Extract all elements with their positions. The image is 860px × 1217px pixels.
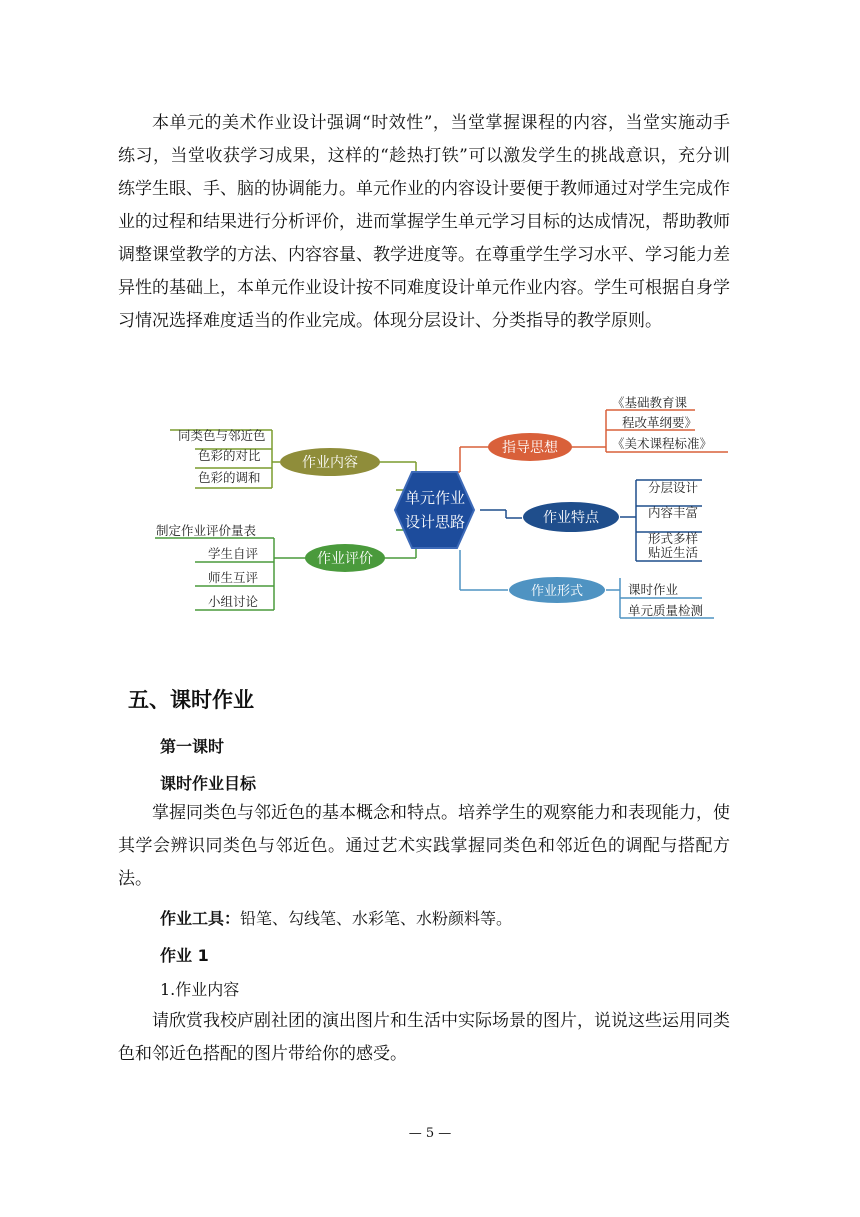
center-label-line2: 设计思路: [404, 513, 466, 531]
features-item-3: 形式多样: [648, 531, 699, 546]
goal-paragraph: 掌握同类色与邻近色的基本概念和特点。培养学生的观察能力和表现能力，使其学会辨识同类色与邻近色。通过艺术实践掌握同类色和邻近色的调配与搭配方法。: [118, 803, 730, 889]
center-hexagon: [395, 472, 474, 548]
branch-guidance-label: 指导思想: [502, 440, 558, 456]
tools-line: [160, 906, 512, 929]
features-item-2: 内容丰富: [648, 505, 699, 520]
tools-text: 铅笔、勾线笔、水彩笔、水粉颜料等。: [240, 909, 513, 928]
features-item-1: 分层设计: [648, 480, 699, 495]
guidance-item-2: 程改革纲要》: [622, 415, 698, 430]
lesson-title: 第一课时: [160, 737, 225, 756]
guidance-item-3: 《美术课程标准》: [612, 436, 713, 451]
homework-item-title: 1.作业内容: [160, 980, 240, 999]
evaluation-item-1: 制定作业评价量表: [156, 523, 257, 538]
branch-content-label: 作业内容: [302, 455, 358, 471]
content-item-3: 色彩的调和: [198, 470, 261, 485]
guidance-item-1: 《基础教育课: [612, 395, 688, 410]
goal-title: 课时作业目标: [160, 774, 257, 793]
tools-label: 作业工具：: [160, 909, 241, 928]
evaluation-item-3: 师生互评: [208, 570, 259, 585]
branch-features-label: 作业特点: [543, 510, 599, 526]
evaluation-item-4: 小组讨论: [208, 594, 259, 609]
forms-item-2: 单元质量检测: [628, 603, 704, 618]
unit-design-mindmap: [150, 390, 730, 630]
center-label-line1: 单元作业: [404, 489, 466, 507]
homework-paragraph: 请欣赏我校庐剧社团的演出图片和生活中实际场景的图片，说说这些运用同类色和邻近色搭配的图片带给你的感受。: [118, 1011, 730, 1064]
section-heading: 五、课时作业: [128, 688, 254, 712]
branch-evaluation-label: 作业评价: [317, 551, 373, 567]
features-item-4: 贴近生活: [648, 545, 699, 560]
homework-title: 作业 1: [160, 946, 209, 965]
branch-forms-label: 作业形式: [530, 584, 584, 599]
content-item-1: 同类色与邻近色: [178, 428, 266, 443]
content-item-2: 色彩的对比: [198, 448, 261, 463]
intro-paragraph: 本单元的美术作业设计强调“时效性”，当堂掌握课程的内容，当堂实施动手练习，当堂收获学习成果，这样的“趁热打铁”可以激发学生的挑战意识，充分训练学生眼、手、脑的协调能力。单元作业的内容设计要便于教师通过对学生完成作业的过程和结果进行分析评价，进而掌握学生单元学习目标的达成情况，帮助教师调整课堂教学的方法、内容容量、教学进度等。在尊重学生学习水平、学习能力差异性的基础上，本单元作业设计按不同难度设计单元作业内容。学生可根据自身学习情况选择难度适当的作业完成。体现分层设计、分类指导的教学原则。: [118, 113, 730, 331]
evaluation-item-2: 学生自评: [208, 546, 259, 561]
page-number: — 5 —: [408, 1126, 452, 1141]
forms-item-1: 课时作业: [628, 582, 679, 597]
